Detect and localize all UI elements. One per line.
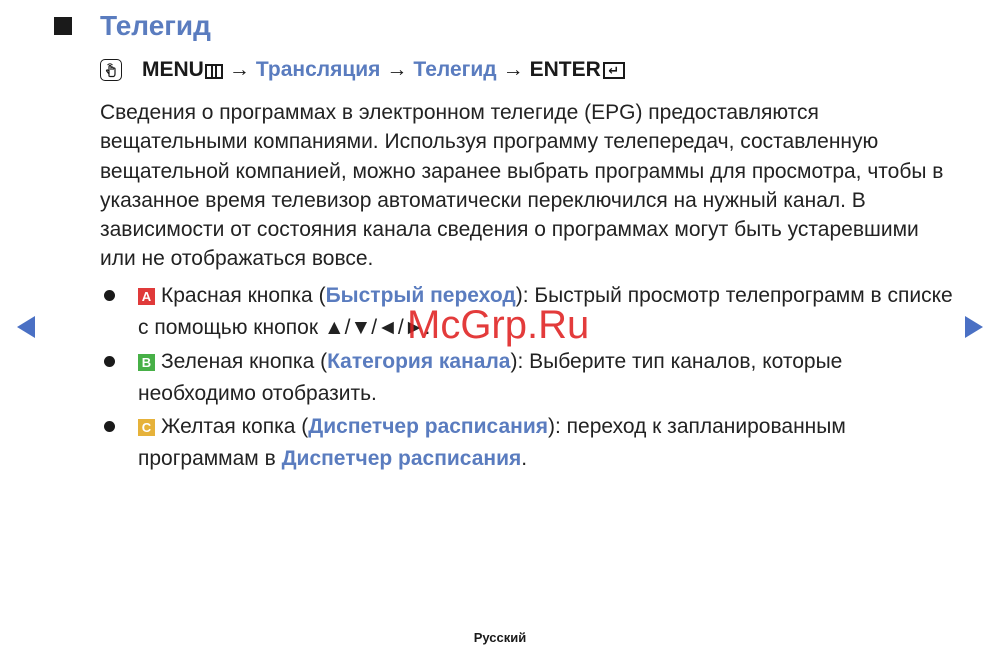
button-list: [100, 280, 960, 477]
list-item-yellow-button: [100, 411, 960, 475]
path-item-guide: Телегид: [413, 58, 497, 81]
path-arrow: →: [386, 58, 408, 81]
path-item-broadcast: Трансляция: [255, 58, 381, 81]
bullet-text: ): переход к запланированным программам в: [138, 415, 846, 470]
bullet-text: .: [521, 447, 528, 470]
heading-square-marker: [54, 17, 72, 35]
yellow-c-button-icon: C: [138, 419, 155, 436]
path-arrow: →: [502, 58, 524, 81]
bullet-text: Зеленая кнопка (: [161, 349, 328, 373]
menu-icon: [205, 64, 223, 79]
link-channel-category[interactable]: Категория канала: [327, 349, 511, 373]
link-schedule-manager[interactable]: Диспетчер расписания: [281, 447, 522, 470]
footer-language: Русский: [473, 630, 527, 645]
next-page-arrow-icon[interactable]: [965, 316, 983, 338]
red-a-button-icon: A: [138, 288, 155, 305]
page-title: Телегид: [100, 10, 211, 41]
link-schedule-manager[interactable]: Диспетчер расписания: [308, 415, 548, 438]
menu-label: MENU: [142, 58, 204, 81]
bullet-text: Желтая копка (: [161, 415, 309, 438]
bullet-text: ): Быстрый просмотр телепрограмм в списке с помощью кнопок ▲/▼/◄/►.: [138, 284, 953, 339]
menu-path: [100, 58, 625, 82]
list-item-green-button: [100, 346, 960, 410]
path-arrow: →: [228, 58, 250, 81]
previous-page-arrow-icon[interactable]: [17, 316, 35, 338]
green-b-button-icon: B: [138, 354, 155, 371]
enter-label: ENTER: [529, 58, 601, 81]
watermark: McGrp.Ru: [407, 303, 590, 347]
bullet-text: Красная кнопка (: [161, 284, 326, 307]
link-quick-navigation[interactable]: Быстрый переход: [325, 284, 516, 307]
description-paragraph: Сведения о программах в электронном телегиде (EPG) предоставляются вещательными компаниями. Используя программу телепередач, составленную вещательной компанией, можно заранее выбрать программы для просмотра, чтобы в указанное время телевизор автоматически переключился на нужный канал. В зависимости от состояния канала сведения о программах могут быть устаревшими или не отображаться вовсе.: [100, 101, 944, 271]
list-item-red-button: [100, 280, 960, 344]
bullet-text: ): Выберите тип каналов, которые необходимо отобразить.: [138, 349, 843, 405]
om-hand-icon: [100, 59, 122, 81]
enter-icon: ↵: [603, 62, 625, 79]
